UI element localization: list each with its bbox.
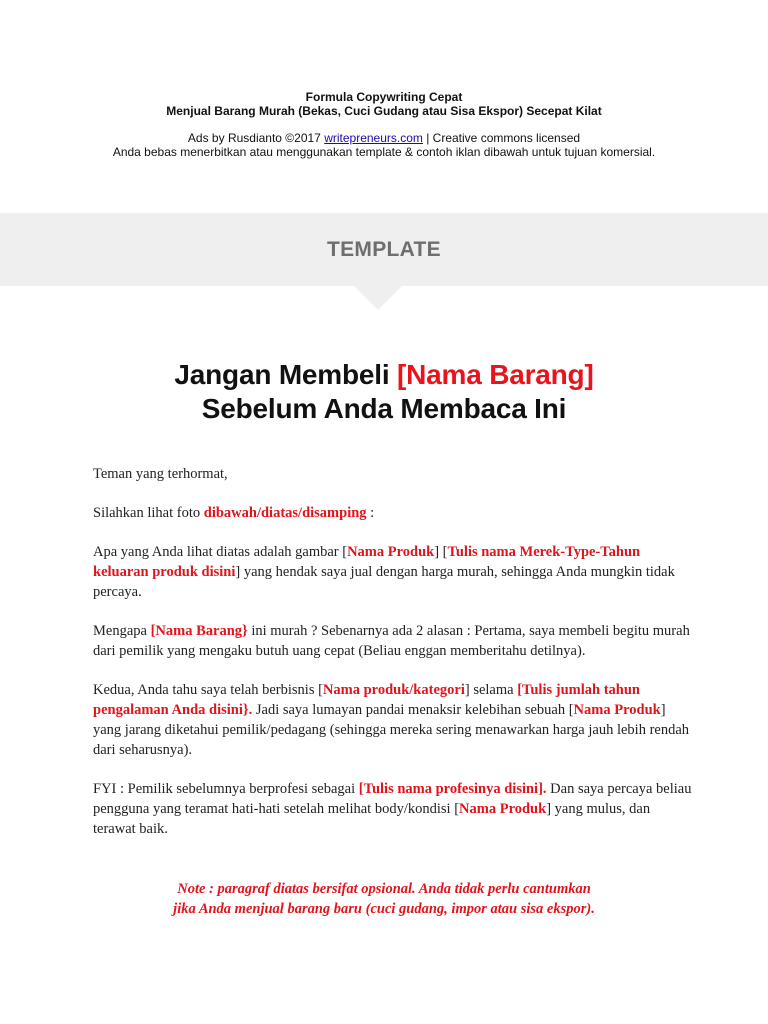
- text: ] selama: [464, 682, 518, 698]
- placeholder: [Tulis nama profesinya disini].: [358, 781, 547, 797]
- placeholder: [Nama Barang}: [150, 623, 248, 639]
- ad-headline: [0, 358, 768, 426]
- placeholder: Nama produk/kategori: [322, 682, 465, 698]
- greeting-paragraph: Teman yang terhormat,: [93, 466, 228, 482]
- headline-line-2: Sebelum Anda Membaca Ini: [201, 393, 567, 424]
- experience-paragraph: [93, 680, 693, 760]
- text: :: [366, 505, 375, 521]
- doc-title: Formula Copywriting Cepat: [305, 90, 463, 104]
- why-cheap-paragraph: [93, 621, 693, 661]
- text: Kedua, Anda tahu saya telah berbisnis [: [93, 682, 323, 698]
- text: Mengapa: [93, 623, 151, 639]
- text: ] [: [434, 544, 448, 560]
- note-line-1: Note : paragraf diatas bersifat opsional. Anda tidak perlu cantumkan: [177, 881, 591, 897]
- fyi-paragraph: [93, 779, 693, 839]
- text: ] yang mulus, dan terawat baik.: [93, 801, 651, 837]
- text: Apa yang Anda lihat diatas adalah gambar [: [93, 544, 348, 560]
- text: ] yang jarang diketahui pemilik/pedagang (sehingga mereka sering menawarkan harga jauh lebih rendah dari seharusnya).: [93, 702, 690, 758]
- headline-line-1: [0, 358, 768, 392]
- band-down-arrow-icon: [354, 286, 402, 310]
- license-line: Anda bebas menerbitkan atau menggunakan template & contoh iklan dibawah untuk tujuan komersial.: [112, 145, 656, 159]
- template-band: [0, 213, 768, 286]
- placeholder: Nama Produk: [573, 702, 661, 718]
- placeholder: dibawah/diatas/disamping: [203, 505, 367, 521]
- ads-credit-line: [0, 131, 768, 145]
- product-paragraph: [93, 542, 693, 602]
- headline-text: Jangan Membeli: [174, 359, 398, 390]
- text: ini murah ? Sebenarnya ada 2 alasan : Pertama, saya membeli begitu murah dari pemilik yang mengaku butuh uang cepat (Beliau enggan memberitahu detilnya).: [93, 623, 690, 659]
- text: Silahkan lihat foto: [93, 505, 204, 521]
- placeholder: Tulis nama Merek-Type-Tahun keluaran produk disini: [93, 544, 641, 580]
- ads-suffix: | Creative commons licensed: [422, 131, 581, 145]
- document-header: [0, 90, 768, 159]
- note-line-2: jika Anda menjual barang baru (cuci gudang, impor atau sisa ekspor).: [173, 901, 595, 917]
- text: FYI : Pemilik sebelumnya berprofesi sebagai: [93, 781, 359, 797]
- photo-paragraph: [93, 503, 693, 523]
- ad-body: [93, 464, 693, 858]
- doc-subtitle: Menjual Barang Murah (Bekas, Cuci Gudang atau Sisa Ekspor) Secepat Kilat: [166, 104, 602, 118]
- text: Dan saya percaya beliau pengguna yang teramat hati-hati setelah melihat body/kondisi [: [93, 781, 692, 817]
- text: Jadi saya lumayan pandai menaksir kelebihan sebuah [: [252, 702, 574, 718]
- placeholder: Nama Produk: [347, 544, 435, 560]
- placeholder: [Tulis jumlah tahun pengalaman Anda disini}.: [93, 682, 640, 718]
- writepreneurs-link[interactable]: writepreneurs.com: [324, 131, 423, 145]
- optional-note: [0, 879, 768, 919]
- text: ] yang hendak saya jual dengan harga murah, sehingga Anda mungkin tidak percaya.: [93, 564, 675, 600]
- template-label: TEMPLATE: [326, 238, 441, 261]
- headline-placeholder: [Nama Barang]: [397, 359, 594, 390]
- ads-prefix: Ads by Rusdianto ©2017: [187, 131, 325, 145]
- placeholder: Nama Produk: [459, 801, 547, 817]
